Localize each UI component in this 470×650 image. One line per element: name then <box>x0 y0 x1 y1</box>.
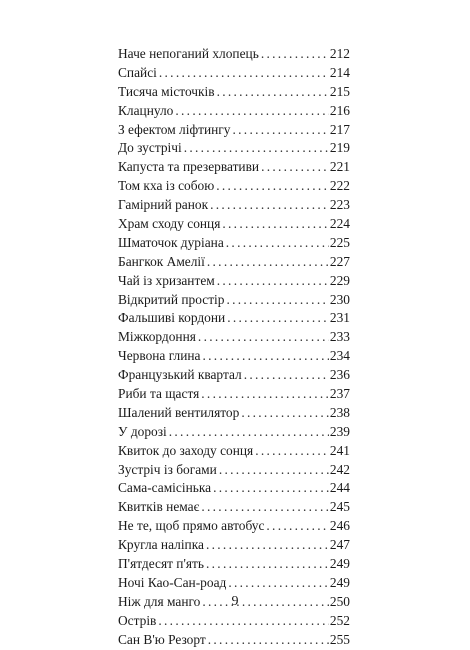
toc-entry-page: 237 <box>329 386 350 402</box>
toc-entry <box>118 517 350 536</box>
toc-dot-leader <box>203 347 329 366</box>
toc-entry-page: 217 <box>329 121 350 137</box>
toc-entry-title: Зустріч із богами <box>118 461 217 477</box>
toc-entry-title: Шалений вентилятор <box>118 404 240 420</box>
toc-entry <box>118 366 350 385</box>
toc-dot-leader <box>244 366 329 385</box>
toc-entry-page: 230 <box>329 291 350 307</box>
toc-dot-leader <box>227 309 329 328</box>
toc-entry <box>118 121 350 140</box>
toc-entry-page: 255 <box>329 631 350 647</box>
toc-entry-title: Квиток до заходу сонця <box>118 442 254 458</box>
toc-dot-leader <box>241 404 329 423</box>
toc-dot-leader <box>210 196 329 215</box>
toc-dot-leader <box>226 291 328 310</box>
toc-entry <box>118 64 350 83</box>
toc-entry-title: Сан В'ю Резорт <box>118 631 206 647</box>
toc-dot-leader <box>217 272 329 291</box>
toc-entry-title: Гамірний ранок <box>118 197 209 213</box>
toc-entry-page: 219 <box>329 140 350 156</box>
toc-entry <box>118 291 350 310</box>
toc-dot-leader <box>266 517 329 536</box>
toc-entry <box>118 461 350 480</box>
toc-entry <box>118 83 350 102</box>
toc-dot-leader <box>158 612 329 631</box>
toc-entry-title: Сама-самісінька <box>118 480 212 496</box>
toc-dot-leader <box>222 215 329 234</box>
toc-entry <box>118 328 350 347</box>
toc-entry-page: 224 <box>329 216 350 232</box>
toc-entry-page: 244 <box>329 480 350 496</box>
toc-entry-page: 241 <box>329 442 350 458</box>
toc-entry <box>118 631 350 650</box>
toc-entry-page: 227 <box>329 253 350 269</box>
toc-entry-page: 215 <box>329 83 350 99</box>
toc-entry <box>118 177 350 196</box>
toc-entry-page: 236 <box>329 367 350 383</box>
toc-entry-page: 250 <box>329 593 350 609</box>
toc-entry-page: 216 <box>329 102 350 118</box>
toc-dot-leader <box>261 158 329 177</box>
toc-dot-leader <box>201 385 329 404</box>
toc-entry-page: 249 <box>329 574 350 590</box>
toc-entry-title: У дорозі <box>118 423 167 439</box>
toc-entry-page: 222 <box>329 178 350 194</box>
toc-dot-leader <box>198 328 329 347</box>
toc-dot-leader <box>217 83 329 102</box>
toc-entry-title: Капуста та презервативи <box>118 159 260 175</box>
toc-entry-title: Ночі Као-Сан-роад <box>118 574 227 590</box>
toc-entry <box>118 215 350 234</box>
toc-entry-title: Відкритий простір <box>118 291 225 307</box>
toc-entry <box>118 234 350 253</box>
toc-dot-leader <box>207 253 329 272</box>
toc-entry-page: 246 <box>329 518 350 534</box>
toc-dot-leader <box>159 64 329 83</box>
toc-entry-title: Храм сходу сонця <box>118 216 221 232</box>
toc-entry-title: Острів <box>118 612 157 628</box>
toc-entry-page: 221 <box>329 159 350 175</box>
toc-entry-title: Квитків немає <box>118 499 200 515</box>
toc-entry <box>118 612 350 631</box>
toc-entry-title: Риби та щастя <box>118 386 200 402</box>
toc-entry <box>118 272 350 291</box>
toc-entry-page: 233 <box>329 329 350 345</box>
toc-entry-title: Чай із хризантем <box>118 272 215 288</box>
toc-entry-page: 247 <box>329 537 350 553</box>
toc-dot-leader <box>213 479 329 498</box>
toc-dot-leader <box>206 555 329 574</box>
toc-entry-title: З ефектом ліфтингу <box>118 121 231 137</box>
toc-entry <box>118 347 350 366</box>
toc-entry-title: Том кха із собою <box>118 178 215 194</box>
toc-dot-leader <box>261 45 329 64</box>
toc-entry-page: 238 <box>329 404 350 420</box>
toc-entry-title: Французький квартал <box>118 367 242 383</box>
toc-entry-title: Тисяча місточків <box>118 83 215 99</box>
toc-entry <box>118 536 350 555</box>
toc-entry <box>118 253 350 272</box>
toc-dot-leader <box>226 234 329 253</box>
page-number: 9 <box>231 594 239 609</box>
toc-entry <box>118 309 350 328</box>
table-of-contents <box>118 45 350 650</box>
toc-dot-leader <box>216 177 329 196</box>
toc-entry-page: 242 <box>329 461 350 477</box>
toc-entry-page: 223 <box>329 197 350 213</box>
toc-entry-title: Наче непоганий хлопець <box>118 46 259 61</box>
toc-entry <box>118 423 350 442</box>
toc-entry <box>118 139 350 158</box>
toc-entry <box>118 574 350 593</box>
toc-entry <box>118 498 350 517</box>
toc-entry <box>118 45 350 64</box>
toc-entry-title: Фальшиві кордони <box>118 310 226 326</box>
toc-entry-page: 239 <box>329 423 350 439</box>
toc-entry <box>118 385 350 404</box>
toc-entry <box>118 404 350 423</box>
toc-entry <box>118 479 350 498</box>
toc-entry-title: Ніж для манго <box>118 593 201 609</box>
toc-entry-page: 245 <box>329 499 350 515</box>
toc-entry <box>118 196 350 215</box>
toc-dot-leader <box>233 121 329 140</box>
toc-entry-title: П'ятдесят п'ять <box>118 556 205 572</box>
toc-entry-page: 249 <box>329 556 350 572</box>
toc-entry-title: Міжкордоння <box>118 329 196 345</box>
toc-entry-page: 229 <box>329 272 350 288</box>
toc-dot-leader <box>169 423 329 442</box>
toc-entry-title: Бангкок Амелії <box>118 253 205 269</box>
toc-entry-title: Спайсі <box>118 64 157 80</box>
toc-dot-leader <box>219 461 329 480</box>
toc-dot-leader <box>208 631 329 650</box>
toc-entry-page: 212 <box>329 46 350 61</box>
toc-entry-title: Не те, щоб прямо автобус <box>118 518 265 534</box>
toc-entry-page: 234 <box>329 348 350 364</box>
toc-dot-leader <box>201 498 329 517</box>
toc-entry <box>118 158 350 177</box>
toc-entry <box>118 442 350 461</box>
toc-entry-page: 225 <box>329 234 350 250</box>
toc-dot-leader <box>184 139 329 158</box>
toc-entry-title: Шматочок дуріана <box>118 234 224 250</box>
toc-entry-title: Червона глина <box>118 348 201 364</box>
toc-entry-title: Клацнуло <box>118 102 174 118</box>
toc-entry <box>118 102 350 121</box>
toc-entry <box>118 555 350 574</box>
toc-entry-title: До зустрічі <box>118 140 182 156</box>
toc-entry-title: Кругла наліпка <box>118 537 204 553</box>
toc-dot-leader <box>228 574 329 593</box>
toc-dot-leader <box>206 536 329 555</box>
toc-entry-page: 214 <box>329 64 350 80</box>
toc-entry-page: 231 <box>329 310 350 326</box>
toc-entry-page: 252 <box>329 612 350 628</box>
toc-dot-leader <box>175 102 329 121</box>
toc-dot-leader <box>255 442 329 461</box>
